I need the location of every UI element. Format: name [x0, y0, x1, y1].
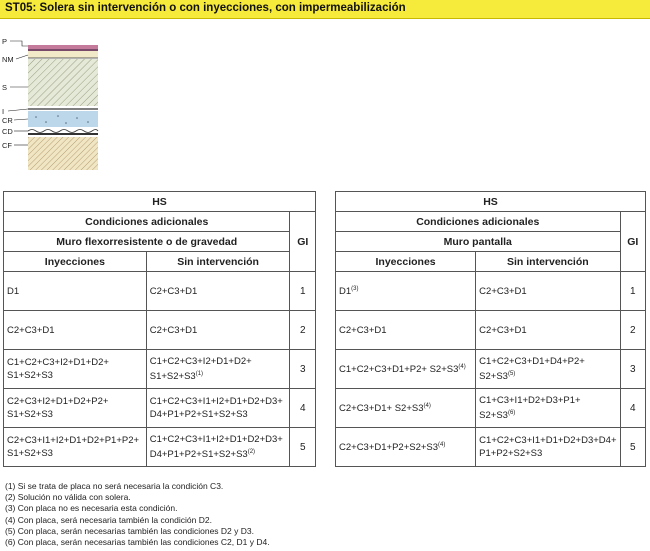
table-row: C2+C3+I1+I2+D1+D2+P1+P2+ S1+S2+S3 $C1+C2+C3+I1+I2+D1+D2+D3+ D4+P1+P2+S1+S2+S3^{(2)}$ 5 — [4, 428, 316, 467]
table-row: D1$^{(3)}$ C2+C3+D1 1 — [336, 272, 646, 311]
label-i: I — [2, 107, 5, 116]
footnote: (3) Con placa no es necesaria esta condición. — [5, 503, 178, 514]
label-s: S — [2, 83, 8, 92]
section-diagram — [0, 30, 120, 170]
table-group: Muro pantalla — [336, 232, 621, 252]
layer-p — [28, 45, 98, 49]
table-row: C2+C3+D1 C2+C3+D1 2 — [336, 311, 646, 350]
col-inyecciones: Inyecciones — [4, 252, 147, 272]
table-row: C2+C3+I2+D1+D2+P2+ S1+S2+S3 C1+C2+C3+I1+I2+D1+D2+D3+ D4+P1+P2+S1+S2+S3 4 — [4, 389, 316, 428]
footnote: (6) Con placa, serán necesarias también las condiciones C2, D1 y D4. — [5, 537, 270, 548]
footnote: (1) Si se trata de placa no será necesaria la condición C3. — [5, 481, 224, 491]
table-row: $C2+C3+D1+ S2+S3^{(4)}$ $C1+C3+I1+D2+D3+P1+ S2+S3^{(6)}$ 4 — [336, 389, 646, 428]
table-subheader: Condiciones adicionales — [336, 212, 621, 232]
gi-header: GI — [620, 212, 646, 272]
table-subheader: Condiciones adicionales — [4, 212, 290, 232]
label-cr: CR — [2, 116, 13, 125]
layer-nm — [28, 51, 98, 58]
table-row: D1 C2+C3+D1 1 — [4, 272, 316, 311]
col-inyecciones: Inyecciones — [336, 252, 476, 272]
table-row: $C2+C3+D1+P2+S2+S3^{(4)}$ C1+C2+C3+I1+D1+D2+D3+D4+ P1+P2+S2+S3 5 — [336, 428, 646, 467]
page-title: ST05: Solera sin intervención o con inyecciones, con impermeabilización — [5, 2, 406, 14]
footnote: (2) Solución no válida con solera. — [5, 492, 131, 503]
col-sin-intervencion: Sin intervención — [476, 252, 620, 272]
table-header: HS — [4, 192, 316, 212]
table-header: HS — [336, 192, 646, 212]
layer-cr — [28, 111, 98, 127]
label-cd: CD — [2, 127, 13, 136]
table-row: C2+C3+D1 C2+C3+D1 2 — [4, 311, 316, 350]
table-row: $C1+C2+C3+D1+P2+ S2+S3^{(4)}$ $C1+C2+C3+D1+D4+P2+ S2+S3^{(5)}$ 3 — [336, 350, 646, 389]
table-row: C1+C2+C3+I2+D1+D2+ S1+S2+S3 $C1+C2+C3+I2+D1+D2+ S1+S2+S3^{(1)}$ 3 — [4, 350, 316, 389]
footnote: (4) Con placa, será necesaria también la condición D2. — [5, 514, 212, 525]
layer-cd — [28, 130, 98, 133]
gi-header: GI — [290, 212, 316, 272]
label-cf: CF — [2, 141, 12, 150]
table-muro-pantalla — [335, 191, 646, 467]
col-sin-intervencion: Sin intervención — [146, 252, 290, 272]
footnote: (5) Con placa, serán necesarias también las condiciones D2 y D3. — [5, 525, 254, 536]
label-p: P — [2, 37, 8, 46]
title-bar — [0, 0, 650, 19]
table-group: Muro flexorresistente o de gravedad — [4, 232, 290, 252]
table-muro-flexorresistente — [3, 191, 316, 467]
footnotes — [5, 481, 270, 548]
label-nm: NM — [2, 55, 14, 64]
